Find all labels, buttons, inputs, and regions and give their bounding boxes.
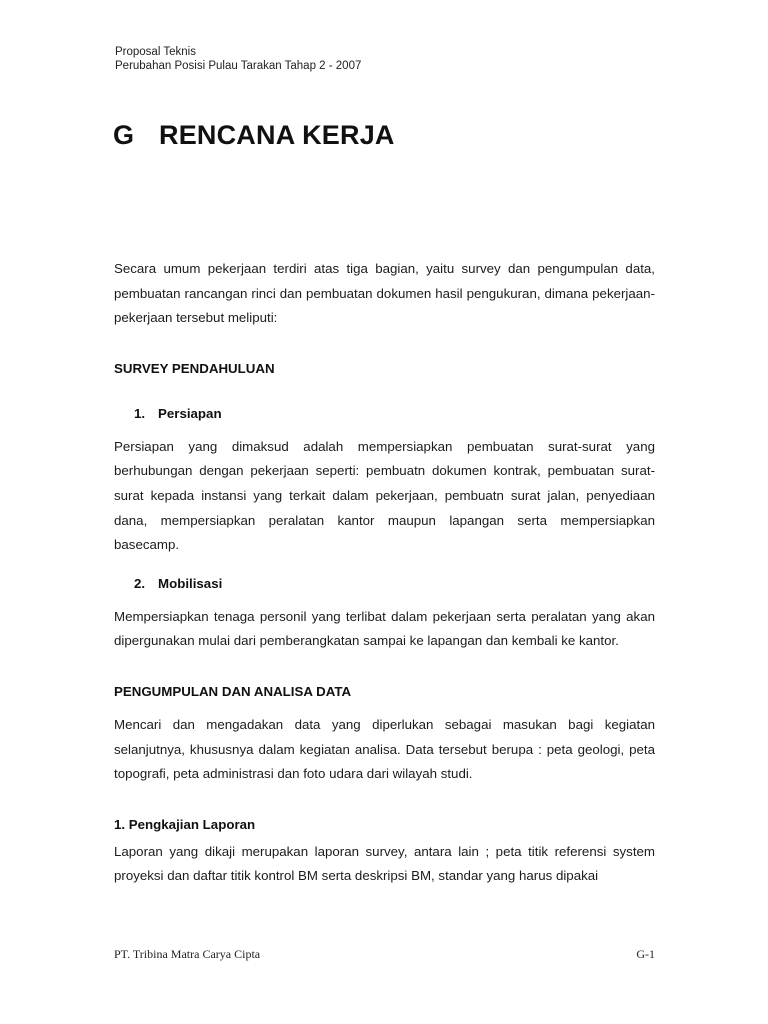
item-title: Mobilisasi xyxy=(158,575,223,591)
chapter-title xyxy=(113,120,395,151)
chapter-title-text: RENCANA KERJA xyxy=(159,120,395,150)
item-number: 2. xyxy=(134,575,146,591)
paragraph-pengkajian-laporan: Laporan yang dikaji merupakan laporan survey, antara lain ; peta titik referensi system proyeksi dan daftar titik kontrol BM serta deskripsi BM, standar yang harus dipakai xyxy=(114,843,655,884)
header-line-2: Perubahan Posisi Pulau Tarakan Tahap 2 - 2007 xyxy=(115,60,362,72)
subheading-pengkajian-laporan: 1. Pengkajian Laporan xyxy=(114,816,256,832)
paragraph-pengumpulan: Mencari dan mengadakan data yang diperlukan sebagai masukan bagi kegiatan selanjutnya, khususnya dalam kegiatan analisa. Data tersebut berupa : peta geologi, peta topografi, peta administrasi dan foto udara dari wilayah studi. xyxy=(114,716,655,782)
paragraph-persiapan: Persiapan yang dimaksud adalah mempersiapkan pembuatan surat-surat yang berhubungan dengan pekerjaan seperti: pembuatn dokumen kontrak, pembuatan surat-surat kepada instansi yang terkait dalam pekerjaan, pembuatn surat jalan, penyediaan dana, mempersiapkan peralatan kantor maupun lapangan serta mempersiapkan basecamp. xyxy=(114,438,655,553)
item-number: 1. xyxy=(134,405,146,421)
footer-page-number: G-1 xyxy=(636,947,655,961)
section-heading-survey: SURVEY PENDAHULUAN xyxy=(114,360,275,376)
chapter-letter: G xyxy=(113,120,135,150)
intro-paragraph: Secara umum pekerjaan terdiri atas tiga bagian, yaitu survey dan pengumpulan data, pembuatan rancangan rinci dan pembuatan dokumen hasil pengukuran, dimana pekerjaan-pekerjaan tersebut meliputi: xyxy=(114,261,655,326)
subheading-mobilisasi xyxy=(114,576,655,591)
subheading-persiapan xyxy=(114,406,655,421)
footer-company: PT. Tribina Matra Carya Cipta xyxy=(114,947,261,961)
section-heading-pengumpulan: PENGUMPULAN DAN ANALISA DATA xyxy=(114,683,352,699)
item-title: Persiapan xyxy=(158,405,222,421)
header-line-1: Proposal Teknis xyxy=(115,46,196,58)
document-body xyxy=(114,257,655,889)
running-header xyxy=(115,45,361,73)
paragraph-mobilisasi: Mempersiapkan tenaga personil yang terlibat dalam pekerjaan serta peralatan yang akan dipergunakan mulai dari pemberangkatan sampai ke lapangan dan kembali ke kantor. xyxy=(114,608,655,649)
